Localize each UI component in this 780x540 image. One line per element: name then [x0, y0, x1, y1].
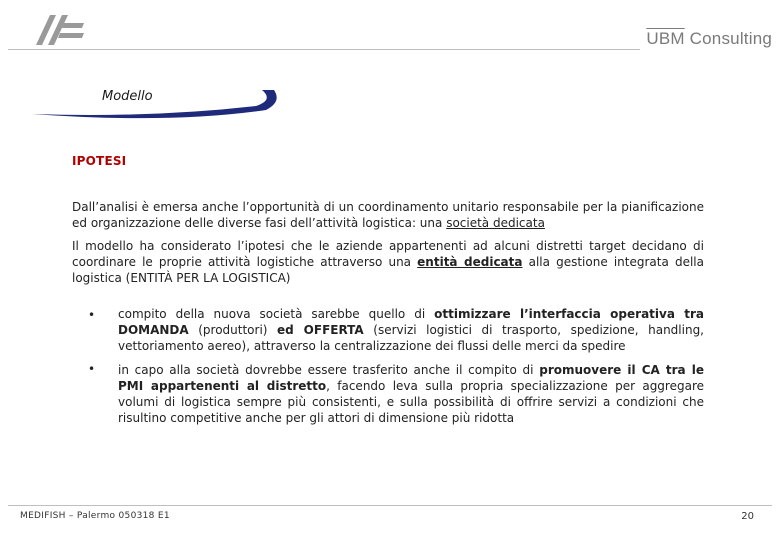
footer-caption: MEDIFISH – Palermo 050318 E1 [20, 511, 170, 521]
page-number: 20 [741, 511, 754, 522]
bullet1-bold-1: ottimizzare l’interfaccia operativa tra DOMANDA [118, 307, 704, 337]
bullet1-bold-2: ed OFFERTA [277, 323, 364, 337]
bullet-marker: • [88, 308, 96, 322]
bullet-marker: • [88, 362, 96, 376]
brand-suffix: Consulting [684, 29, 772, 48]
header-divider [8, 49, 640, 50]
brand-name [646, 29, 772, 49]
bullet1-text-2: (produttori) [188, 323, 278, 337]
bullet-item-1 [118, 306, 704, 354]
bullet2-text-2: , facendo leva sulla propria specializzazione per aggregare volumi di logistica sempre più consistenti, e sulla possibilità di offrire servizi a condizioni che risultino competitive anche per gli attori di dimensione più ridotta [118, 379, 705, 425]
section-title: Modello [102, 89, 153, 104]
p1-underlined: società dedicata [446, 216, 545, 230]
hypothesis-title: IPOTESI [72, 154, 127, 168]
p2-before: Il modello ha considerato l’ipotesi che le aziende appartenenti ad alcuni distretti target decidano di coordinare le proprie attività logistiche attraverso una [72, 239, 704, 269]
brand-prefix: $\overline{UBM}$ [646, 29, 685, 48]
bullet1-text-1: compito della nuova società sarebbe quello di [118, 307, 435, 321]
hypothesis-paragraph-2 [72, 238, 704, 286]
footer-divider [8, 505, 772, 506]
section-swoosh-graphic [30, 84, 280, 124]
company-logo-icon [34, 13, 86, 47]
bullet-item-2 [118, 362, 704, 426]
p2-after: alla gestione integrata della logistica (ENTITÀ PER LA LOGISTICA) [72, 255, 704, 285]
bullet1-text-3: (servizi logistici di trasporto, spedizione, handling, vettoriamento aereo), attraverso la centralizzazione dei flussi delle merci da spedire [118, 323, 704, 353]
bullet2-text-1: in capo alla società dovrebbe essere trasferito anche il compito di [118, 363, 540, 377]
bullet2-bold-1: promuovere il CA tra le PMI appartenenti al distretto [118, 363, 704, 393]
p2-bold-underlined: entità dedicata [417, 255, 523, 269]
hypothesis-paragraph-1 [72, 199, 704, 231]
p1-text: Dall’analisi è emersa anche l’opportunità di un coordinamento unitario responsabile per la pianificazione ed organizzazione delle diverse fasi dell’attività logistica: una [72, 200, 704, 230]
